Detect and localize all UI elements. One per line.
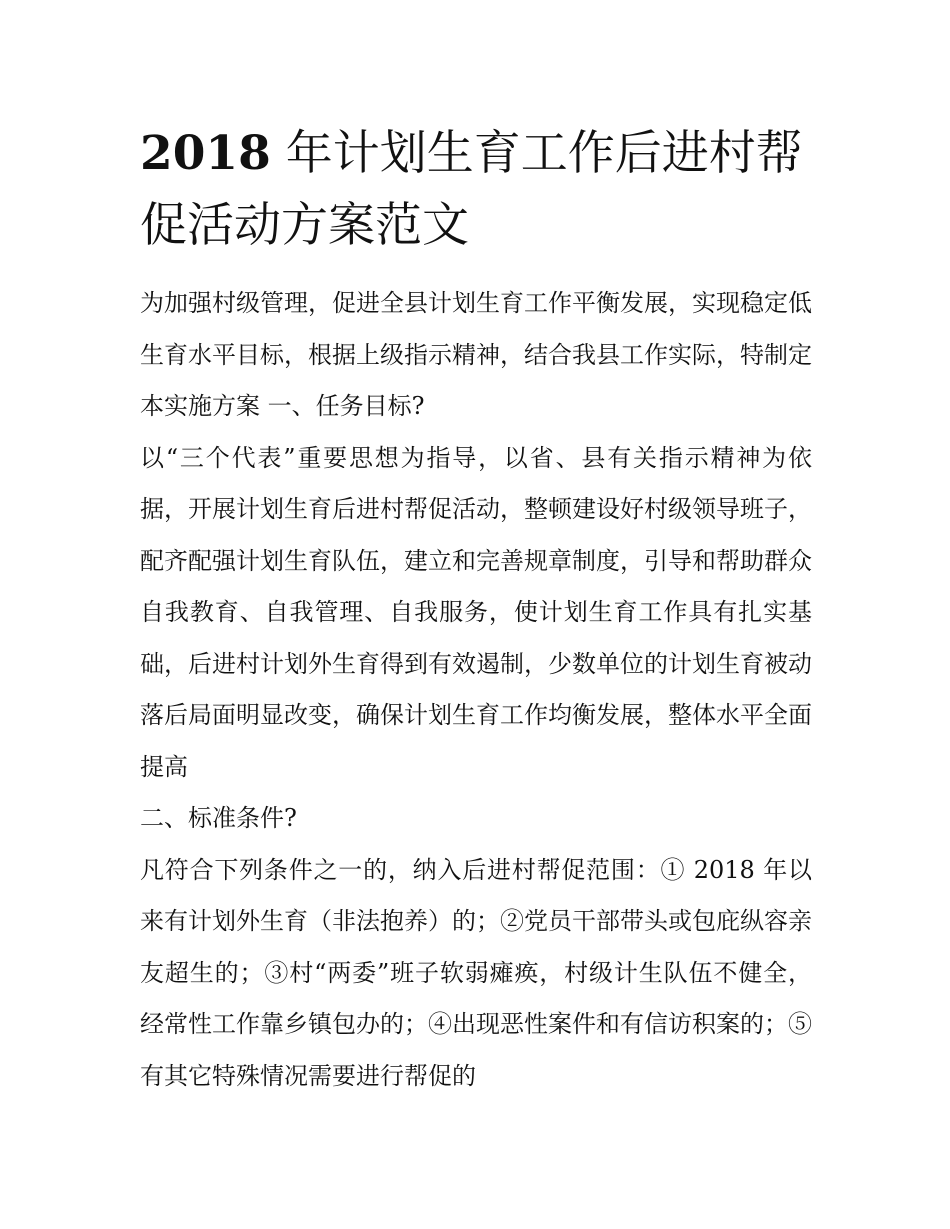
section-heading-criteria: 二、标准条件? (140, 804, 297, 832)
paragraph-criteria: 凡符合下列条件之一的，纳入后进村帮促范围：① 2018 年以来有计划外生育（非法抱养）的；②党员干部带头或包庇纵容亲友超生的；③村“两委”班子软弱瘫痪，村级计生队伍不健全，经常性工作靠乡镇包办的；④出现恶性案件和有信访积案的；⑤有其它特殊情况需要进行帮促的 (140, 855, 812, 1090)
document-title (140, 118, 820, 262)
title-year: 2018 (140, 126, 271, 181)
title-text: 年计划生育工作后进村帮促活动方案范文 (140, 126, 803, 253)
document-body (140, 278, 812, 1102)
paragraph-intro: 为加强村级管理，促进全县计划生育工作平衡发展，实现稳定低生育水平目标，根据上级指示精神，结合我县工作实际，特制定本实施方案 一、任务目标? (140, 289, 812, 420)
paragraph-task-goals: 以“三个代表”重要思想为指导，以省、县有关指示精神为依据，开展计划生育后进村帮促活动，整顿建设好村级领导班子，配齐配强计划生育队伍，建立和完善规章制度，引导和帮助群众自我教育、自我管理、自我服务，使计划生育工作具有扎实基础，后进村计划外生育得到有效遏制，少数单位的计划生育被动落后局面明显改变，确保计划生育工作均衡发展，整体水平全面提高 (140, 443, 812, 781)
